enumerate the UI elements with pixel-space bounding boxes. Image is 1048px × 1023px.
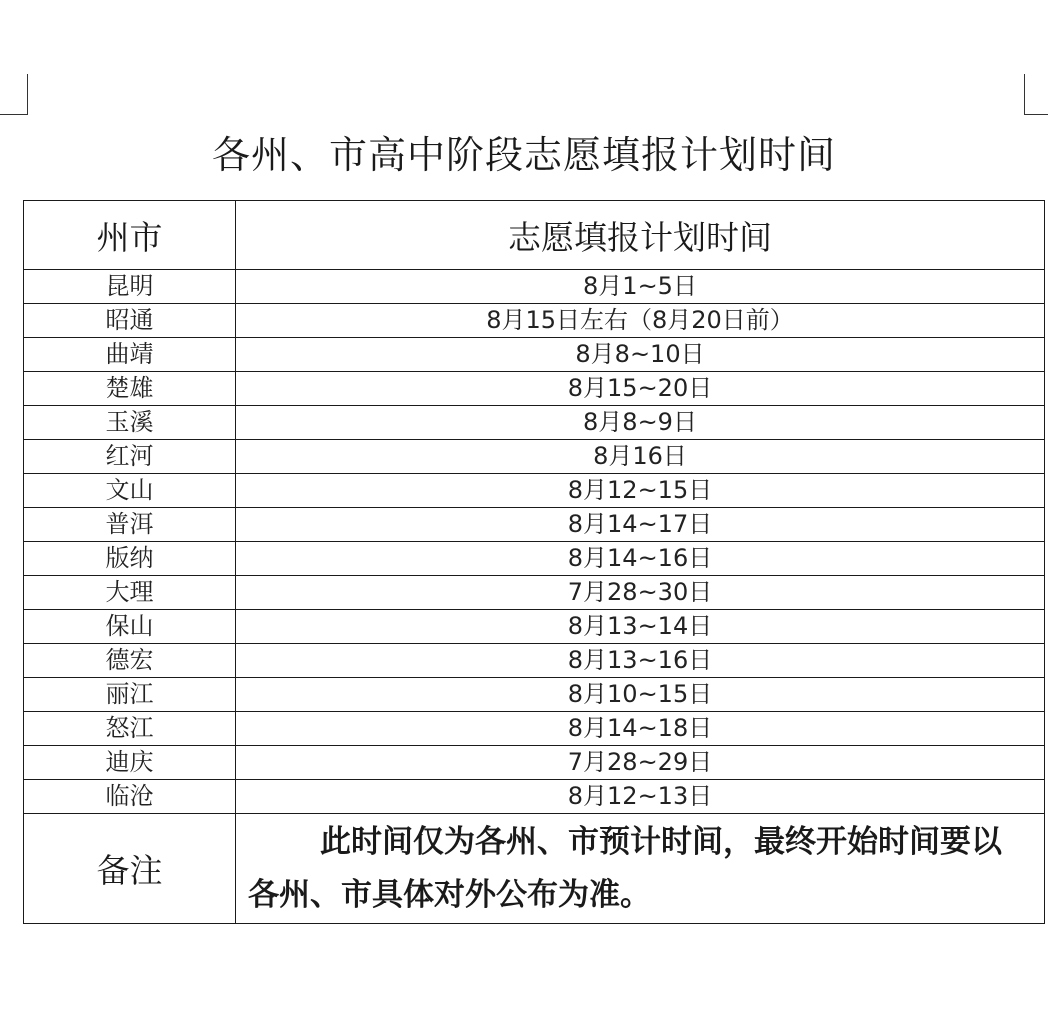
table-row (24, 474, 1045, 508)
city-cell: 迪庆 (24, 746, 236, 780)
table-row (24, 678, 1045, 712)
note-text: 此时间仅为各州、市预计时间，最终开始时间要以各州、市具体对外公布为准。 (236, 814, 1045, 924)
table-row (24, 270, 1045, 304)
time-cell: 8月12~15日 (236, 474, 1045, 508)
table-row (24, 746, 1045, 780)
note-label: 备注 (24, 814, 236, 924)
time-cell: 8月12~13日 (236, 780, 1045, 814)
city-cell: 昭通 (24, 304, 236, 338)
time-cell: 8月15日左右（8月20日前） (236, 304, 1045, 338)
table-row (24, 610, 1045, 644)
city-cell: 临沧 (24, 780, 236, 814)
city-cell: 楚雄 (24, 372, 236, 406)
city-cell: 昆明 (24, 270, 236, 304)
city-cell: 红河 (24, 440, 236, 474)
document-title: 各州、市高中阶段志愿填报计划时间 (211, 133, 836, 177)
note-row (24, 814, 1045, 924)
city-cell: 玉溪 (24, 406, 236, 440)
header-city: 州市 (24, 201, 236, 270)
table-row (24, 712, 1045, 746)
time-cell: 8月10~15日 (236, 678, 1045, 712)
city-cell: 大理 (24, 576, 236, 610)
crop-mark-top-left (0, 74, 28, 115)
table-row (24, 780, 1045, 814)
table-row (24, 440, 1045, 474)
time-cell: 8月13~16日 (236, 644, 1045, 678)
city-cell: 保山 (24, 610, 236, 644)
table-row (24, 508, 1045, 542)
time-cell: 8月15~20日 (236, 372, 1045, 406)
time-cell: 8月14~17日 (236, 508, 1045, 542)
time-cell: 8月8~10日 (236, 338, 1045, 372)
header-time: 志愿填报计划时间 (236, 201, 1045, 270)
schedule-table (23, 200, 1045, 924)
city-cell: 文山 (24, 474, 236, 508)
table-row (24, 372, 1045, 406)
time-cell: 8月14~16日 (236, 542, 1045, 576)
time-cell: 7月28~29日 (236, 746, 1045, 780)
table-row (24, 304, 1045, 338)
time-cell: 8月16日 (236, 440, 1045, 474)
table-row (24, 576, 1045, 610)
time-cell: 8月13~14日 (236, 610, 1045, 644)
time-cell: 8月1~5日 (236, 270, 1045, 304)
city-cell: 德宏 (24, 644, 236, 678)
table-row (24, 644, 1045, 678)
city-cell: 曲靖 (24, 338, 236, 372)
time-cell: 8月14~18日 (236, 712, 1045, 746)
table-header-row (24, 201, 1045, 270)
city-cell: 怒江 (24, 712, 236, 746)
time-cell: 7月28~30日 (236, 576, 1045, 610)
time-cell: 8月8~9日 (236, 406, 1045, 440)
table-row (24, 406, 1045, 440)
table-row (24, 542, 1045, 576)
city-cell: 版纳 (24, 542, 236, 576)
city-cell: 丽江 (24, 678, 236, 712)
city-cell: 普洱 (24, 508, 236, 542)
table-row (24, 338, 1045, 372)
crop-mark-top-right (1024, 74, 1048, 115)
